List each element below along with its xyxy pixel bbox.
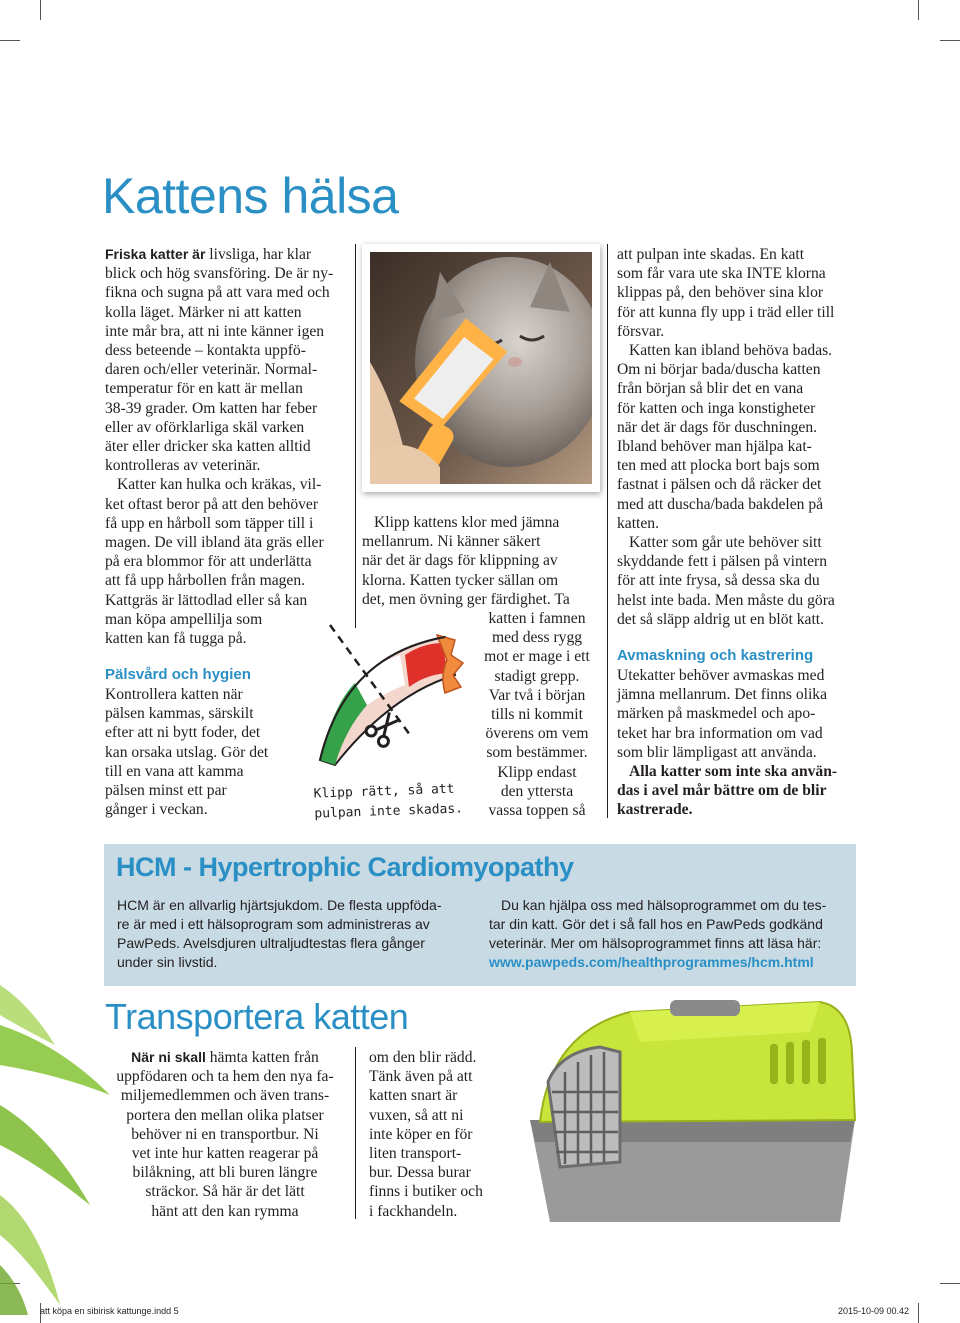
hcm-title: HCM - Hypertrophic Cardiomyopathy (116, 852, 574, 882)
text-line: skyddande fett i pälsen på vintern (617, 553, 828, 571)
text-line: re är med i ett hälsoprogram som administreras av (117, 916, 430, 932)
text-line: dess beteende – kontakta uppfö- (105, 342, 306, 360)
text-line: Kattgräs är lättodlad eller så kan (105, 591, 308, 609)
text-line: hämta katten från (205, 1049, 319, 1066)
text-line: helst inte bada. Men måste du göra (617, 591, 835, 609)
text-line: bur. Dessa burar (369, 1164, 471, 1182)
text-line: Kontrollera katten när (105, 686, 243, 703)
pet-carrier-image (520, 992, 860, 1230)
text-line: ten med att plocka bort bajs som (617, 457, 820, 475)
crop-mark (940, 40, 960, 41)
text-line: märken på maskmedel och apo- (617, 705, 816, 723)
text-line: som blir lämpligast att använda. (617, 743, 817, 761)
text-line: kan orsaka utslag. Gör det (105, 743, 269, 761)
column-rule (607, 244, 608, 818)
hcm-right-text (489, 896, 849, 972)
text-line: Tänk även på att (369, 1068, 473, 1086)
text-line: livsliga, har klar (205, 246, 312, 263)
text-line: magen. De vill ibland äta gräs eller (105, 534, 324, 552)
claw-caption (313, 779, 463, 824)
text-line: daren och/eller veterinär. Normal- (105, 361, 318, 379)
cat-brushing-photo (362, 244, 600, 492)
text-line: det så släpp aldrig ut en blöt katt. (617, 610, 825, 628)
text-line: att få upp hårbollen från magen. (105, 572, 306, 590)
crop-mark (918, 1303, 919, 1323)
text-line: ket oftast beror på att den behöver (105, 495, 319, 513)
text-line: temperatur för en katt är mellan (105, 380, 303, 398)
subhead-deworming: Avmaskning och kastrering (617, 647, 814, 664)
text-line: veterinär. Mer om hälsoprogrammet finns att läsa här: (489, 935, 822, 951)
text-line: pälsen minst ett par (105, 782, 227, 800)
text-line: liten transport- (369, 1145, 462, 1163)
text-line: vet inte hur katten reagerar på (131, 1145, 319, 1163)
text-line: från början så blir det en vana (617, 380, 804, 398)
column-rule (355, 1047, 356, 1219)
text-line: försvar. (617, 322, 665, 340)
text-line: om den blir rädd. (369, 1049, 477, 1066)
text-line: behöver ni en transportbur. Ni (131, 1125, 319, 1143)
text-line: uppfödaren och ta hem den nya fa- (116, 1068, 334, 1086)
text-line: det, men övning ger färdighet. Ta (362, 590, 570, 608)
text-line: blick och hög svansföring. De är ny- (105, 265, 334, 283)
text-line: med att duscha/bada bakdelen på (617, 495, 824, 513)
text-line: Var två i början (488, 686, 586, 704)
text-line: vassa toppen så (488, 802, 586, 820)
text-line: finns i butiker och (369, 1183, 483, 1201)
text-line: Ibland behöver man hjälpa kat- (617, 438, 812, 456)
text-line: 38-39 grader. Om katten har feber (105, 399, 318, 417)
text-line: mot er mage i ett (484, 648, 590, 666)
crop-mark (0, 40, 20, 41)
page-title: Kattens hälsa (102, 168, 399, 224)
text-line: att pulpan inte skadas. En katt (617, 246, 805, 263)
text-line: kontrolleras av veterinär. (105, 457, 261, 475)
text-line: som bestämmer. (486, 744, 588, 762)
text-line: teket har bra information om vad (617, 724, 823, 742)
text-line: das i avel mår bättre om de blir (617, 782, 827, 800)
text-line: jämna mellanrum. Det finns olika (617, 686, 828, 704)
health-intro (105, 245, 350, 648)
caption-line: Klipp rätt, så att (313, 781, 455, 802)
intro-lead: Friska katter är (105, 246, 206, 262)
text-line: fastnat i pälsen och då räcker det (617, 476, 822, 494)
text-line: man köpa ampellilja som (105, 610, 263, 628)
text-line: den yttersta (500, 782, 574, 800)
text-line: äter eller dricker ska katten alltid (105, 438, 311, 456)
text-line: pälsen kammas, särskilt (105, 705, 254, 723)
text-line: inte köper en för (369, 1125, 473, 1143)
text-line: Du kan hjälpa oss med hälsoprogrammet om du tes- (501, 897, 827, 913)
text-line: mellanrum. Ni känner säkert (362, 533, 541, 551)
transport-right-text (369, 1048, 509, 1221)
text-line: inte mår bra, att ni inte känner igen (105, 322, 325, 340)
text-line: när det är dags för duschningen. (617, 418, 818, 436)
text-line: Utekatter behöver avmaskas med (617, 667, 825, 684)
text-line: till en vana att kamma (105, 762, 244, 780)
text-line: stadigt grepp. (494, 667, 580, 685)
text-line: fikna och sugna på att vara med och (105, 284, 330, 302)
text-line: som får vara ute ska INTE klorna (617, 265, 826, 283)
text-line: PawPeds. Avelsdjuren ultraljudtestas flera gånger (117, 935, 425, 951)
cat-photo-illustration (370, 252, 592, 484)
text-line: bilåkning, att bli buren längre (132, 1164, 318, 1182)
claw-clipping-text (362, 513, 602, 609)
text-line: för att inte frysa, så dessa ska du (617, 572, 820, 590)
text-line: katten i famnen (488, 610, 586, 627)
text-line: få upp en hårboll som täpper till i (105, 514, 314, 532)
crop-mark (40, 0, 41, 20)
text-line: Klipp endast (497, 763, 577, 781)
transport-title: Transportera katten (105, 996, 409, 1037)
text-line: klippas på, den behöver sina klor (617, 284, 824, 302)
hcm-left-text (117, 896, 467, 972)
text-line: under sin livstid. (117, 954, 218, 970)
text-line: på era blommor för att underlätta (105, 553, 312, 571)
text-line: katten kan få tugga på. (105, 630, 247, 648)
text-line: Om ni börjar bada/duscha katten (617, 361, 821, 379)
text-line: med dess rygg (491, 629, 583, 647)
text-line: gånger i veckan. (105, 801, 208, 819)
column-rule (355, 244, 356, 628)
footer-file-info: att köpa en sibirisk kattunge.indd 5 (40, 1306, 179, 1316)
care-text (617, 245, 862, 629)
subhead-grooming: Pälsvård och hygien (105, 666, 251, 683)
text-line: Katter kan hulka och kräkas, vil- (117, 476, 322, 494)
transport-left-text (100, 1048, 350, 1221)
text-line: i fackhandeln. (369, 1202, 458, 1220)
text-line: vuxen, så att ni (369, 1106, 464, 1124)
text-line: eller av oförklarliga skäl varken (105, 418, 305, 436)
text-line: portera den mellan olika platser (126, 1106, 324, 1124)
text-line: kolla läget. Märker ni att katten (105, 303, 302, 321)
text-line: katten. (617, 514, 659, 532)
text-line: HCM är en allvarlig hjärtsjukdom. De flesta uppföda- (117, 897, 442, 913)
text-line: Klipp kattens klor med jämna (374, 514, 560, 531)
grooming-text (105, 685, 305, 819)
text-line: tar din katt. Gör det i så fall hos en PawPeds godkänd (489, 916, 823, 932)
text-line: tills ni kommit (491, 706, 583, 724)
caption-line: pulpan inte skadas. (314, 801, 464, 822)
claw-diagram (305, 615, 475, 785)
text-line: hänt att den kan rymma (151, 1202, 299, 1220)
text-line: efter att ni bytt foder, det (105, 724, 261, 742)
text-line: Alla katter som inte ska använ- (629, 763, 838, 781)
pawpeds-link[interactable]: www.pawpeds.com/healthprogrammes/hcm.html (489, 954, 814, 970)
text-line: katten snart är (369, 1087, 458, 1105)
text-line: sträckor. Så här är det lätt (145, 1183, 305, 1201)
text-line: för att kunna fly upp i träd eller till (617, 303, 835, 321)
footer-timestamp: 2015-10-09 00.42 (838, 1306, 910, 1316)
deworming-text (617, 666, 862, 820)
text-line: kastrerade. (617, 801, 693, 819)
text-line: för katten och inga konstigheter (617, 399, 816, 417)
text-line: när det är dags för klippning av (362, 552, 558, 570)
transport-lead: När ni skall (131, 1049, 206, 1065)
crop-mark (940, 1283, 960, 1284)
text-line: klorna. Katten tycker sällan om (362, 571, 559, 589)
text-line: överens om vem (485, 725, 589, 743)
crop-mark (918, 0, 919, 20)
text-line: Katter som går ute behöver sitt (629, 534, 822, 552)
text-line: Katten kan ibland behöva badas. (629, 342, 833, 360)
text-line: miljemedlemmen och även trans- (120, 1087, 330, 1105)
claw-clipping-text-narrow (472, 609, 602, 820)
